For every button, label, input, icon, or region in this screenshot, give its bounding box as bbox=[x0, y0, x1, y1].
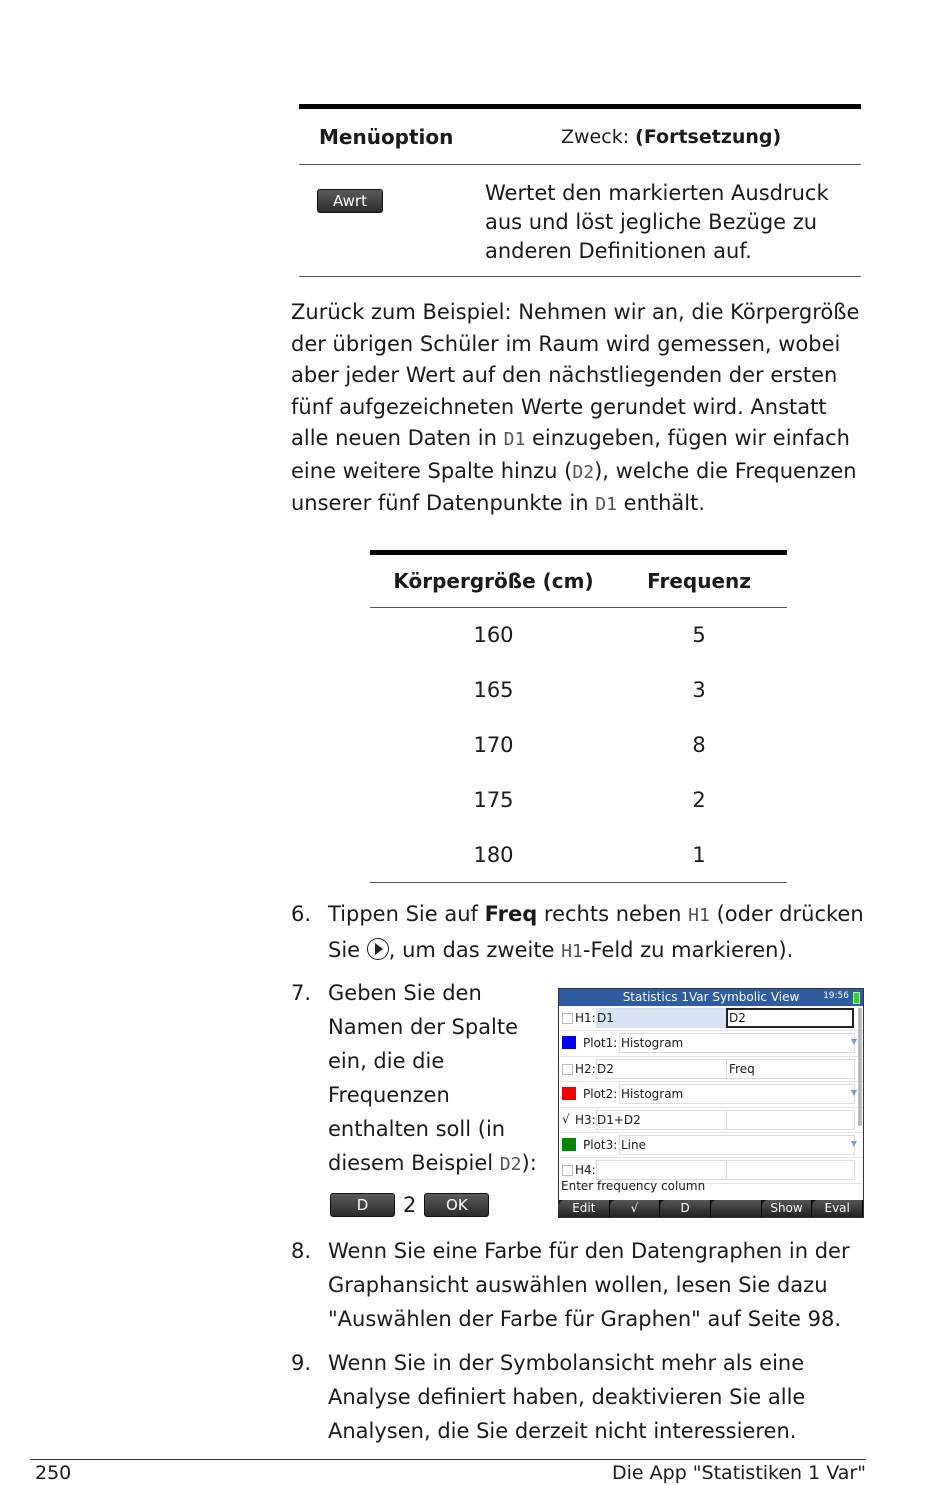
eval-softkey[interactable]: Eval bbox=[812, 1200, 863, 1217]
code-d2: D2 bbox=[572, 461, 595, 483]
scrollbar[interactable] bbox=[858, 1008, 862, 1126]
step-text: Wenn Sie eine Farbe für den Datengraphen in der Graphansicht auswählen wollen, lesen Sie dazu "Auswählen der Farbe für Graphen" auf Seite 98. bbox=[328, 1239, 850, 1331]
table-bottom-rule bbox=[370, 882, 787, 883]
table-row: 160 5 bbox=[473, 623, 706, 648]
plot3-color-swatch[interactable] bbox=[562, 1138, 576, 1151]
header-frequency: Frequenz bbox=[647, 569, 751, 593]
ok-key: OK bbox=[424, 1193, 489, 1217]
empty-softkey[interactable] bbox=[711, 1200, 762, 1217]
table-row: 175 2 bbox=[473, 787, 706, 812]
plot1-row[interactable]: Plot1: Histogram ▼ bbox=[559, 1031, 863, 1056]
h1-row[interactable]: H1: D1 D2 bbox=[559, 1006, 863, 1031]
battery-icon bbox=[853, 992, 860, 1004]
table-row bbox=[299, 165, 861, 277]
table-row: 165 3 bbox=[473, 678, 706, 703]
calc-menu-bar bbox=[559, 1200, 863, 1217]
h4-row[interactable]: H4: bbox=[559, 1158, 863, 1183]
step-6 bbox=[291, 897, 866, 969]
table-row: 170 8 bbox=[473, 732, 706, 757]
d-softkey[interactable]: D bbox=[660, 1200, 711, 1217]
calculator-screen bbox=[558, 988, 864, 1218]
plot2-row[interactable]: Plot2: Histogram ▼ bbox=[559, 1082, 863, 1107]
checkmark-icon[interactable]: √ bbox=[562, 1111, 570, 1126]
step-8 bbox=[291, 1234, 851, 1336]
awrt-softkey: Awrt bbox=[317, 189, 383, 213]
table-row: 180 1 bbox=[473, 842, 706, 867]
header-menu-option: Menüoption bbox=[319, 124, 454, 149]
clock: 19:56 bbox=[823, 991, 849, 1001]
header-height: Körpergröße (cm) bbox=[393, 569, 594, 593]
code-d1: D1 bbox=[595, 494, 617, 515]
menu-option-table bbox=[299, 104, 861, 277]
step-number: 9. bbox=[291, 1351, 312, 1375]
step-number: 6. bbox=[291, 902, 312, 926]
key-cell bbox=[299, 179, 485, 266]
code-d1: D1 bbox=[503, 429, 526, 450]
step-9 bbox=[291, 1346, 831, 1448]
freq-label: Freq bbox=[484, 902, 538, 926]
key-sequence bbox=[330, 1193, 489, 1217]
plot1-color-swatch[interactable] bbox=[562, 1036, 576, 1049]
header-purpose: Zweck: (Fortsetzung) bbox=[561, 125, 782, 148]
checkbox[interactable] bbox=[562, 1165, 573, 1176]
checkbox[interactable] bbox=[562, 1013, 573, 1024]
frequency-table bbox=[370, 550, 787, 883]
chapter-title: Die App "Statistiken 1 Var" bbox=[612, 1462, 866, 1484]
edit-softkey[interactable]: Edit bbox=[559, 1200, 610, 1217]
page-number: 250 bbox=[35, 1462, 72, 1484]
dropdown-arrow-icon[interactable]: ▼ bbox=[850, 1088, 857, 1098]
step-text: Geben Sie den Namen der Spalte ein, die die Frequenzen enthalten soll (in diesem Beispiel D2): bbox=[328, 981, 537, 1175]
h3-row[interactable]: √ H3: D1+D2 bbox=[559, 1108, 863, 1133]
step-7 bbox=[291, 976, 551, 1182]
step-number: 8. bbox=[291, 1239, 312, 1263]
description-cell: Wertet den markierten Ausdruck aus und löst jegliche Bezüge zu anderen Definitionen auf. bbox=[485, 181, 829, 263]
status-message: Enter frequency column bbox=[561, 1179, 706, 1193]
plot3-row[interactable]: Plot3: Line ▼ bbox=[559, 1133, 863, 1158]
step-number: 7. bbox=[291, 981, 312, 1005]
h2-row[interactable]: H2: D2 Freq bbox=[559, 1057, 863, 1082]
table-header bbox=[370, 555, 787, 608]
digit-key: 2 bbox=[403, 1193, 417, 1217]
example-paragraph: Zurück zum Beispiel: Nehmen wir an, die Körpergröße der übrigen Schüler im Raum wird gemessen, wobei aber jeder Wert auf den nächstliegenden der ersten fünf aufgezeichneten Werte gerundet wird. Anstatt alle neuen Daten in D1 einzugeben, fügen wir einfach eine weitere Spalte hinzu (D2), welche die Frequenzen unserer fünf Datenpunkte in D1 enthält. bbox=[291, 300, 860, 515]
step-text: Wenn Sie in der Symbolansicht mehr als eine Analyse definiert haben, deaktivieren Sie alle Analysen, die Sie derzeit nicht interessieren. bbox=[328, 1351, 806, 1443]
right-arrow-key-icon bbox=[367, 938, 389, 960]
d-key: D bbox=[330, 1193, 395, 1217]
checkbox[interactable] bbox=[562, 1064, 573, 1075]
dropdown-arrow-icon[interactable]: ▼ bbox=[850, 1138, 857, 1148]
footer-rule bbox=[30, 1459, 866, 1460]
table-header bbox=[299, 109, 861, 165]
step-text: Tippen Sie auf Freq rechts neben H1 (oder drücken Sie , um das zweite H1-Feld zu markieren). bbox=[328, 902, 864, 962]
show-softkey[interactable]: Show bbox=[762, 1200, 813, 1217]
check-softkey[interactable]: √ bbox=[610, 1200, 661, 1217]
dropdown-arrow-icon[interactable]: ▼ bbox=[850, 1037, 857, 1047]
calc-title-bar: Statistics 1Var Symbolic View 19:56 bbox=[559, 989, 863, 1006]
plot2-color-swatch[interactable] bbox=[562, 1087, 576, 1100]
